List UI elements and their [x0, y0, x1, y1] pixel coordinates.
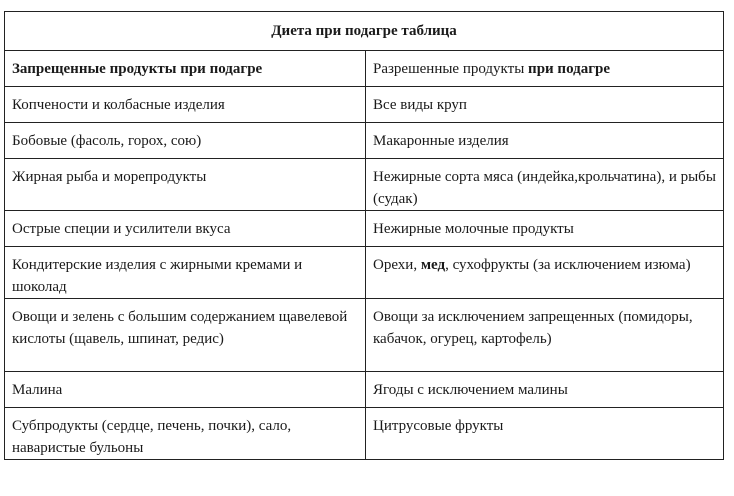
header-forbidden-label: Запрещенные продукты при подагре	[12, 60, 263, 77]
header-forbidden	[5, 51, 366, 87]
table-row	[5, 372, 724, 408]
gout-diet-table-container	[4, 11, 723, 460]
table-row	[5, 123, 724, 159]
allowed-cell: Овощи за исключением запрещенных (помидоры, кабачок, огурец, картофель)	[366, 299, 724, 372]
forbidden-cell: Овощи и зелень с большим содержанием щавелевой кислоты (щавель, шпинат, редис)	[5, 299, 366, 372]
allowed-cell: Макаронные изделия	[366, 123, 724, 159]
allowed-cell: Ягоды с исключением малины	[366, 372, 724, 408]
table-title: Диета при подагре таблица	[5, 12, 724, 51]
allowed-cell: Нежирные молочные продукты	[366, 211, 724, 247]
allowed-cell: Нежирные сорта мяса (индейка,крольчатина), и рыбы (судак)	[366, 159, 724, 211]
allowed-cell: Все виды круп	[366, 87, 724, 123]
allowed-cell-prefix: Орехи,	[373, 257, 421, 273]
allowed-cell-bold: мед	[420, 257, 446, 273]
header-allowed-bold: при подагре	[528, 60, 611, 77]
forbidden-cell: Кондитерские изделия с жирными кремами и шоколад	[5, 247, 366, 299]
allowed-cell-suffix: , сухофрукты (за исключением изюма)	[445, 257, 691, 273]
header-allowed	[366, 51, 724, 87]
table-header-row	[5, 51, 724, 87]
table-row	[5, 211, 724, 247]
forbidden-cell: Жирная рыба и морепродукты	[5, 159, 366, 211]
forbidden-cell: Острые специи и усилители вкуса	[5, 211, 366, 247]
forbidden-cell: Бобовые (фасоль, горох, сою)	[5, 123, 366, 159]
gout-diet-table	[4, 11, 724, 460]
forbidden-cell: Субпродукты (сердце, печень, почки), сало, наваристые бульоны	[5, 408, 366, 460]
table-row	[5, 247, 724, 299]
allowed-cell	[366, 247, 724, 299]
forbidden-cell: Копчености и колбасные изделия	[5, 87, 366, 123]
allowed-cell: Цитрусовые фрукты	[366, 408, 724, 460]
table-row	[5, 408, 724, 460]
table-row	[5, 159, 724, 211]
header-allowed-prefix: Разрешенные продукты	[373, 60, 529, 77]
table-title-row	[5, 12, 724, 51]
forbidden-cell: Малина	[5, 372, 366, 408]
table-row	[5, 87, 724, 123]
table-row	[5, 299, 724, 372]
